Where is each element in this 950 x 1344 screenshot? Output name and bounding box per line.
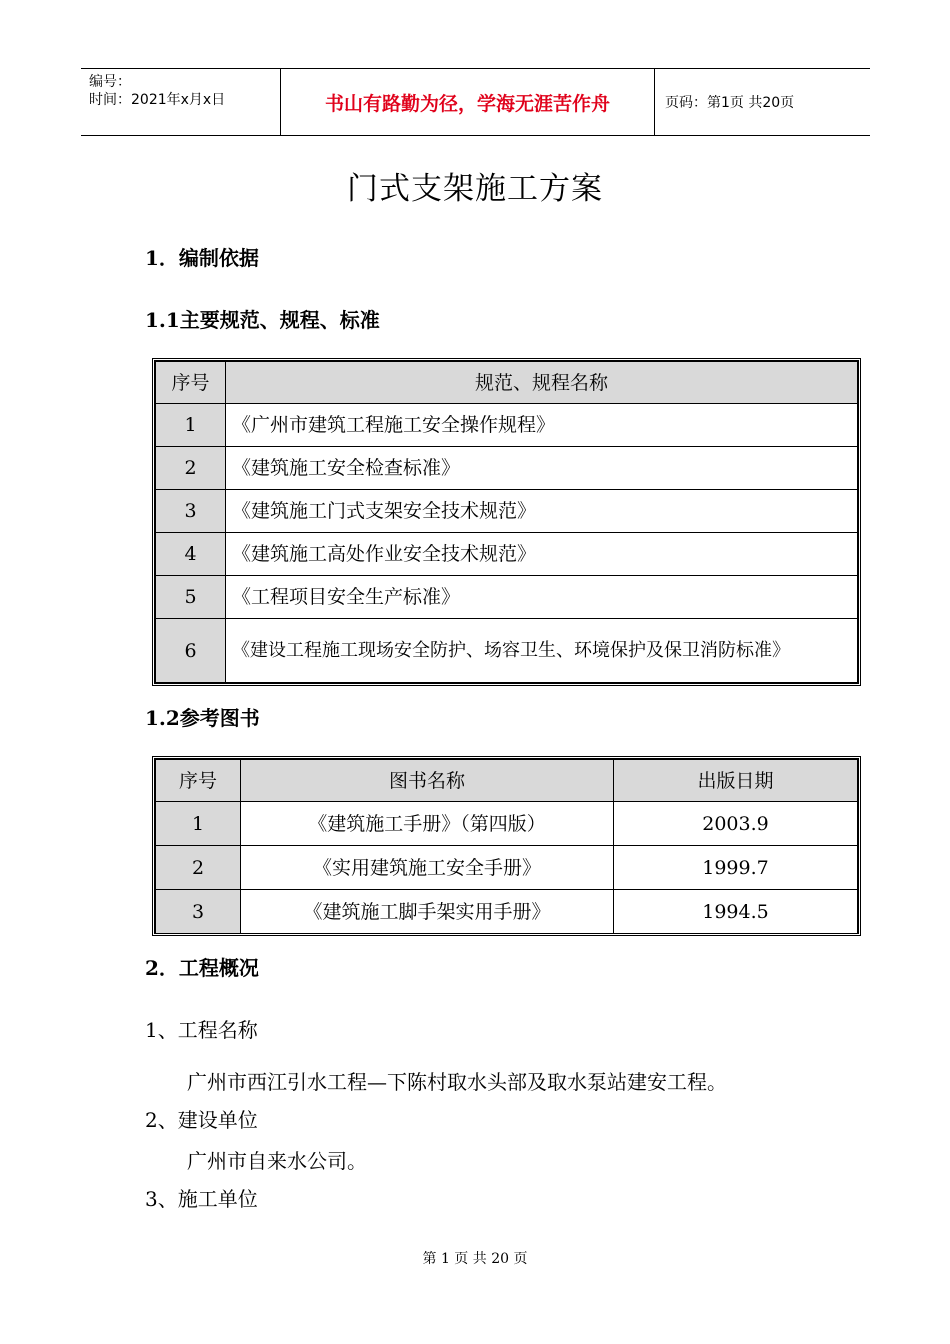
subsection-1-2-heading	[145, 702, 260, 731]
header-page-info: 页码：第1页 共20页	[665, 95, 795, 111]
subsection-1-2-number: 1.2	[145, 706, 180, 730]
reference-books-table	[152, 756, 861, 936]
standards-table	[152, 358, 861, 686]
page-header	[81, 68, 870, 136]
row-no: 6	[156, 619, 226, 683]
row-date: 1999.7	[614, 846, 858, 890]
row-name: 《工程项目安全生产标准》	[226, 576, 858, 619]
row-book: 《建筑施工脚手架实用手册》	[241, 890, 614, 934]
table-row	[156, 846, 858, 890]
column-header-book: 图书名称	[241, 760, 614, 802]
row-date: 2003.9	[614, 802, 858, 846]
subsection-1-1-heading	[145, 304, 380, 333]
column-header-name: 规范、规程名称	[226, 362, 858, 404]
column-header-date: 出版日期	[614, 760, 858, 802]
table-row	[156, 533, 858, 576]
row-no: 2	[156, 447, 226, 490]
item-value: 广州市西江引水工程—下陈村取水头部及取水泵站建安工程。	[187, 1070, 727, 1094]
subsection-1-1-title: 主要规范、规程、标准	[179, 308, 380, 332]
table-row	[156, 447, 858, 490]
row-no: 2	[156, 846, 241, 890]
subsection-1-1-number: 1.1	[145, 308, 180, 332]
page-footer: 第 1 页 共 20 页	[422, 1251, 528, 1267]
row-no: 1	[156, 404, 226, 447]
table-header-row	[156, 760, 858, 802]
section1-title: 编制依据	[178, 246, 259, 270]
table-row	[156, 802, 858, 846]
table-row	[156, 404, 858, 447]
row-book: 《建筑施工手册》（第四版）	[241, 802, 614, 846]
row-no: 1	[156, 802, 241, 846]
section1-number: 1．	[145, 246, 179, 270]
column-header-no: 序号	[156, 760, 241, 802]
table-row	[156, 490, 858, 533]
section1-heading	[145, 242, 259, 271]
header-motto: 书山有路勤为径，学海无涯苦作舟	[281, 69, 655, 135]
row-name: 《广州市建筑工程施工安全操作规程》	[226, 404, 858, 447]
table-row	[156, 576, 858, 619]
column-header-no: 序号	[156, 362, 226, 404]
row-no: 3	[156, 890, 241, 934]
document-title: 门式支架施工方案	[347, 171, 603, 207]
table-header-row	[156, 362, 858, 404]
header-code: 编号：	[89, 74, 131, 90]
row-book: 《实用建筑施工安全手册》	[241, 846, 614, 890]
section2-heading	[145, 952, 259, 981]
header-meta	[81, 69, 281, 135]
row-no: 5	[156, 576, 226, 619]
section2-title: 工程概况	[178, 956, 259, 980]
row-date: 1994.5	[614, 890, 858, 934]
item-label: 1、工程名称	[145, 1018, 258, 1042]
item-label: 3、施工单位	[145, 1187, 258, 1211]
table-row	[156, 619, 858, 683]
subsection-1-2-title: 参考图书	[179, 706, 260, 730]
header-time: 时间：2021年x月x日	[89, 92, 226, 108]
item-value: 广州市自来水公司。	[187, 1149, 367, 1173]
row-no: 3	[156, 490, 226, 533]
table-row	[156, 890, 858, 934]
row-name: 《建设工程施工现场安全防护、场容卫生、环境保护及保卫消防标准》	[226, 619, 858, 683]
row-name: 《建筑施工高处作业安全技术规范》	[226, 533, 858, 576]
row-name: 《建筑施工安全检查标准》	[226, 447, 858, 490]
row-no: 4	[156, 533, 226, 576]
item-label: 2、建设单位	[145, 1108, 258, 1132]
section2-number: 2．	[145, 956, 179, 980]
row-name: 《建筑施工门式支架安全技术规范》	[226, 490, 858, 533]
